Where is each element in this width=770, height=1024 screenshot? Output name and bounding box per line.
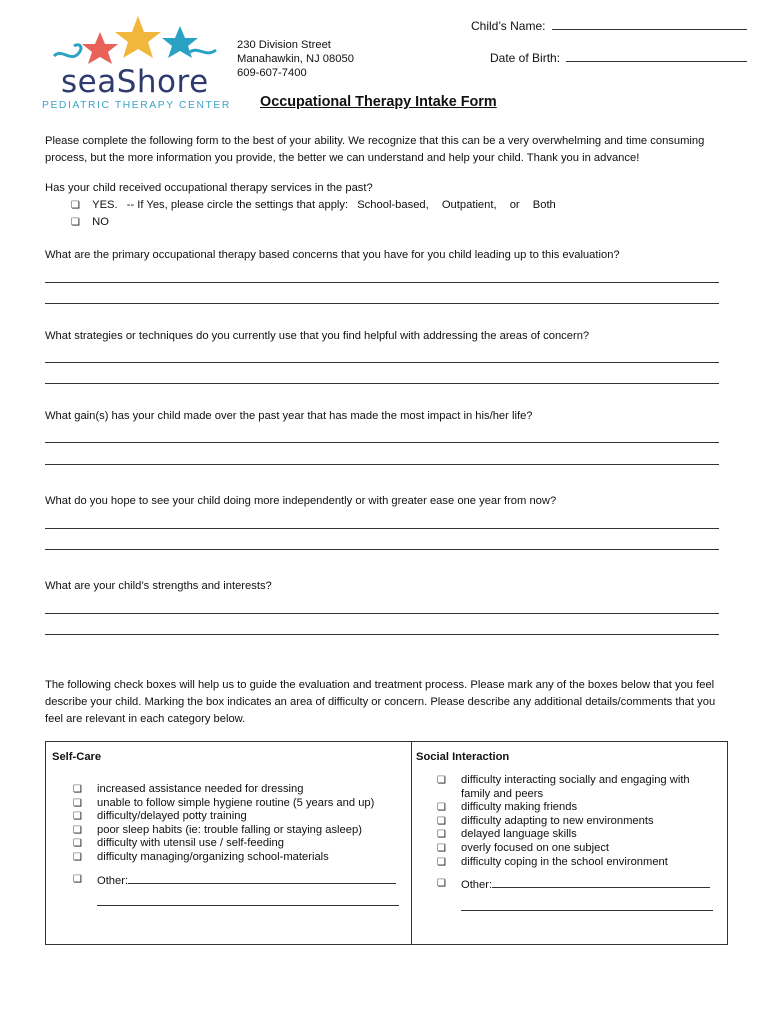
other-label: Other: xyxy=(97,875,129,887)
intro-line: Please complete the following form to the best of your ability. We recognize that this can be a very overwhelming and time consuming xyxy=(45,135,705,147)
answer-line[interactable] xyxy=(45,613,719,614)
checklist-item[interactable]: ❏ difficulty managing/organizing school-materials xyxy=(73,850,329,863)
checklist-item[interactable]: ❏ unable to follow simple hygiene routine (5 years and up) xyxy=(73,796,375,809)
checkbox[interactable]: ❏ xyxy=(437,842,446,854)
childs-name-field[interactable] xyxy=(471,18,747,33)
address-block xyxy=(237,38,354,80)
question-text: What strategies or techniques do you currently use that you find helpful with addressing the areas of concern? xyxy=(45,330,590,342)
checklist-item[interactable]: ❏ difficulty/delayed potty training xyxy=(73,810,247,823)
intro-text xyxy=(45,133,704,167)
other-line[interactable] xyxy=(128,873,396,884)
dob-field[interactable] xyxy=(490,50,747,65)
logo-name: seaShore xyxy=(61,64,209,100)
checkbox-no[interactable]: ❏ xyxy=(71,217,80,228)
checklist-item[interactable]: ❏ difficulty adapting to new environments xyxy=(437,814,654,827)
logo xyxy=(40,12,240,112)
address-street: 230 Division Street xyxy=(237,39,331,51)
checklist-item[interactable]: ❏ difficulty coping in the school environment xyxy=(437,855,668,868)
checkbox[interactable]: ❏ xyxy=(73,851,82,863)
self-care-heading: Self-Care xyxy=(52,751,102,763)
checkbox[interactable]: ❏ xyxy=(437,878,446,889)
dob-label: Date of Birth: xyxy=(490,51,561,65)
checkbox[interactable]: ❏ xyxy=(437,829,446,841)
checklist-item[interactable]: ❏ poor sleep habits (ie: trouble falling or staying asleep) xyxy=(73,823,362,836)
childs-name-label: Child’s Name: xyxy=(471,19,546,33)
checkbox-intro-line: feel are relevant in each category below. xyxy=(45,713,246,725)
checklist-item[interactable]: ❏ difficulty interacting socially and engaging with xyxy=(437,774,690,786)
setting-option[interactable]: School-based, xyxy=(357,199,429,211)
answer-line[interactable] xyxy=(45,303,719,304)
checklist-item[interactable]: ❏ overly focused on one subject xyxy=(437,841,610,854)
social-heading: Social Interaction xyxy=(416,751,510,763)
checkbox[interactable]: ❏ xyxy=(73,784,82,795)
checkbox[interactable]: ❏ xyxy=(73,874,82,885)
address-city: Manahawkin, NJ 08050 xyxy=(237,53,354,65)
checklist-item-continued: family and peers xyxy=(461,787,544,800)
answer-line[interactable] xyxy=(45,282,719,283)
address-phone: 609-607-7400 xyxy=(237,67,307,79)
answer-line[interactable] xyxy=(45,442,719,443)
checklist-item[interactable]: ❏ delayed language skills xyxy=(437,828,577,841)
question-text: What gain(s) has your child made over the past year that has made the most impact in his/her life? xyxy=(45,410,533,422)
other-line[interactable] xyxy=(492,877,710,888)
setting-option: or xyxy=(509,199,520,211)
checkbox[interactable]: ❏ xyxy=(73,797,82,809)
checklist-table xyxy=(45,741,728,945)
checklist-item[interactable]: ❏ increased assistance needed for dressing xyxy=(73,783,304,795)
setting-option[interactable]: Outpatient, xyxy=(441,199,497,211)
answer-line[interactable] xyxy=(45,549,719,550)
self-care-list xyxy=(73,783,374,865)
social-list xyxy=(437,774,690,869)
checkbox[interactable]: ❏ xyxy=(437,775,446,786)
page-title: Occupational Therapy Intake Form xyxy=(260,94,497,110)
checkbox[interactable]: ❏ xyxy=(437,815,446,827)
answer-line[interactable] xyxy=(45,383,719,384)
checkbox-intro-line: The following check boxes will help us to guide the evaluation and treatment process. Please mark any of the boxes below that you feel xyxy=(45,679,715,691)
answer-line[interactable] xyxy=(45,362,719,363)
self-care-other[interactable] xyxy=(73,873,396,889)
checkbox[interactable]: ❏ xyxy=(437,856,446,868)
checkbox[interactable]: ❏ xyxy=(73,838,82,850)
social-other[interactable] xyxy=(437,877,710,893)
childs-name-line[interactable] xyxy=(552,18,747,30)
no-label: NO xyxy=(92,216,109,228)
dob-line[interactable] xyxy=(566,50,747,62)
checkbox[interactable]: ❏ xyxy=(437,802,446,814)
column-divider xyxy=(411,742,412,944)
checklist-item[interactable]: ❏ difficulty with utensil use / self-feeding xyxy=(73,837,284,850)
question-text: What do you hope to see your child doing more independently or with greater ease one year from now? xyxy=(45,495,557,507)
checkbox-intro xyxy=(45,677,715,728)
other-label: Other: xyxy=(461,879,493,891)
answer-line[interactable] xyxy=(45,528,719,529)
answer-line[interactable] xyxy=(45,464,719,465)
logo-subtitle: PEDIATRIC THERAPY CENTER xyxy=(42,100,231,111)
prior-services-question: Has your child received occupational therapy services in the past? xyxy=(45,182,373,194)
setting-option[interactable]: Both xyxy=(532,199,556,211)
checkbox[interactable]: ❏ xyxy=(73,824,82,836)
other-extra-line[interactable] xyxy=(97,905,399,906)
prior-services-no-row xyxy=(71,216,109,228)
other-extra-line[interactable] xyxy=(461,910,713,911)
yes-detail: -- If Yes, please circle the settings that apply: xyxy=(126,199,349,211)
question-text: What are the primary occupational therapy based concerns that you have for you child leading up to this evaluation? xyxy=(45,249,620,261)
checkbox-yes[interactable]: ❏ xyxy=(71,200,80,211)
checkbox[interactable]: ❏ xyxy=(73,811,82,823)
checkbox-intro-line: describe your child. Marking the box indicates an area of difficulty or concern. Please describe any additional details/comments that you xyxy=(45,696,716,708)
question-text: What are your child’s strengths and interests? xyxy=(45,580,272,592)
yes-label: YES. xyxy=(92,199,118,211)
intro-line: process, but the more information you provide, the better we can understand and help your child. Thank you in advance! xyxy=(45,152,640,164)
prior-services-yes-row xyxy=(71,199,556,211)
answer-line[interactable] xyxy=(45,634,719,635)
checklist-item[interactable]: ❏ difficulty making friends xyxy=(437,801,578,814)
